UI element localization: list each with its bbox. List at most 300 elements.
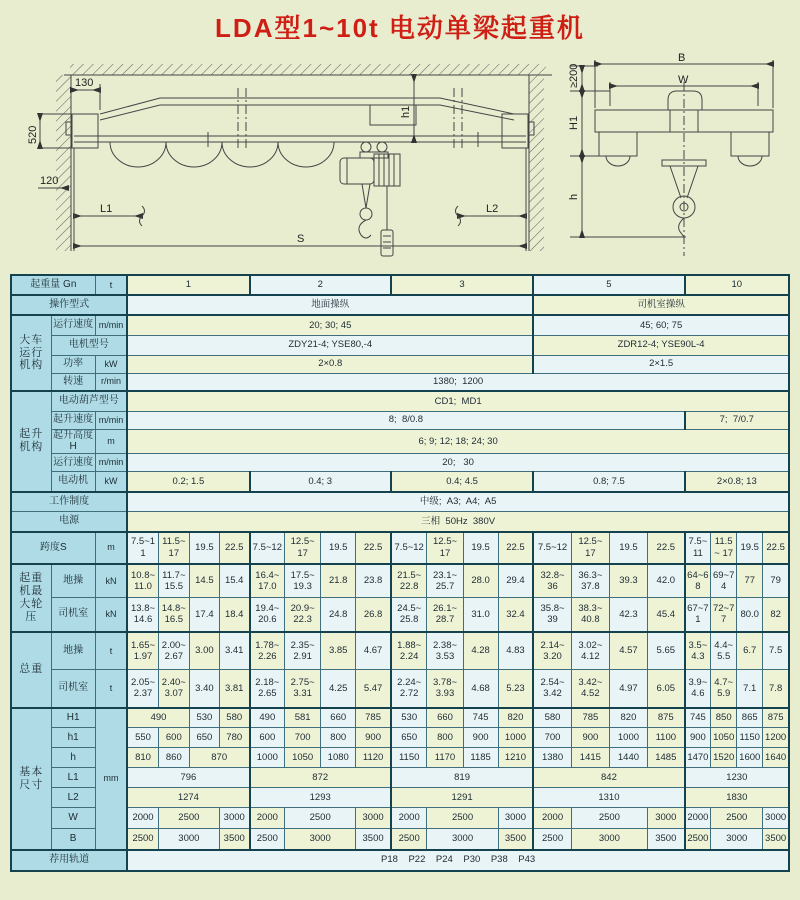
data-cell: 39.3 [609, 564, 647, 598]
data-cell: 77 [737, 564, 763, 598]
data-cell: 4.68 [463, 670, 498, 708]
label-cell: 运行速度 [51, 315, 95, 335]
data-cell: 15.4 [219, 564, 249, 598]
wheel-box-right [731, 132, 769, 156]
data-cell: 700 [533, 728, 571, 748]
data-cell: CD1; MD1 [127, 391, 789, 411]
data-cell: 3.81 [219, 670, 249, 708]
data-cell: 1380 [533, 748, 571, 768]
data-cell: 22.5 [763, 532, 789, 564]
data-cell: 1.65~ 1.97 [127, 632, 158, 670]
data-cell: 900 [463, 728, 498, 748]
spec-table [10, 274, 790, 872]
data-cell: 79 [763, 564, 789, 598]
data-cell: 7; 7/0.7 [685, 411, 789, 429]
data-cell: 870 [189, 748, 249, 768]
data-cell: 2500 [391, 829, 427, 850]
data-cell: 6.7 [737, 632, 763, 670]
data-cell: 865 [737, 708, 763, 728]
label-cell: 工作制度 [11, 492, 127, 512]
wheel-box-left [599, 132, 637, 156]
dim-130-label: 130 [75, 77, 94, 89]
data-cell: 4.97 [609, 670, 647, 708]
data-cell: 3 [391, 275, 533, 295]
label-cell: L1 [51, 768, 95, 788]
label-cell: 电动葫芦型号 [51, 391, 127, 411]
data-cell: 12.5~ 17 [571, 532, 609, 564]
data-cell: 7.5~12 [250, 532, 285, 564]
label-cell: 转速 [51, 373, 95, 391]
data-cell: 875 [763, 708, 789, 728]
label-cell: m/min [95, 411, 127, 429]
data-cell: 875 [647, 708, 684, 728]
data-cell: 842 [533, 768, 684, 788]
data-cell: 1185 [463, 748, 498, 768]
data-cell: 1000 [498, 728, 533, 748]
label-cell: 地操 [51, 564, 95, 598]
data-cell: 530 [189, 708, 219, 728]
group-label-cell: 大车运行机构 [11, 315, 51, 391]
data-cell: 4.83 [498, 632, 533, 670]
data-cell: 1485 [647, 748, 684, 768]
data-cell: 860 [158, 748, 189, 768]
dim-200-label: ≥200 [568, 63, 580, 88]
data-cell: 11.7~ 15.5 [158, 564, 189, 598]
data-cell: 1293 [250, 788, 391, 808]
data-cell: 2 [250, 275, 391, 295]
data-cell: 785 [571, 708, 609, 728]
data-cell: 660 [427, 708, 463, 728]
data-cell: 900 [685, 728, 711, 748]
data-cell: 38.3~ 40.8 [571, 598, 609, 632]
data-cell: 1000 [609, 728, 647, 748]
dim-520-label: 520 [27, 125, 39, 144]
label-cell: 电机型号 [51, 335, 127, 355]
data-cell: 3.78~ 3.93 [427, 670, 463, 708]
data-cell: 29.4 [498, 564, 533, 598]
label-cell: 功率 [51, 355, 95, 373]
data-cell: 3500 [647, 829, 684, 850]
data-cell: 69~74 [711, 564, 737, 598]
data-cell: P18 P22 P24 P30 P38 P43 [127, 850, 789, 871]
data-cell: 28.0 [463, 564, 498, 598]
data-cell: 19.5 [609, 532, 647, 564]
data-cell: 650 [391, 728, 427, 748]
data-cell: 19.5 [463, 532, 498, 564]
data-cell: 2500 [427, 808, 498, 829]
data-cell: 2500 [250, 829, 285, 850]
label-cell: kW [95, 472, 127, 492]
data-cell: 35.8~ 39 [533, 598, 571, 632]
data-cell: 1210 [498, 748, 533, 768]
data-cell: 900 [571, 728, 609, 748]
label-cell: 电源 [11, 512, 127, 532]
data-cell: 1200 [763, 728, 789, 748]
data-cell: 2.35~ 2.91 [285, 632, 321, 670]
data-cell: 580 [533, 708, 571, 728]
data-cell: 7.5 [763, 632, 789, 670]
data-cell: 0.2; 1.5 [127, 472, 249, 492]
festoon-cables [110, 142, 334, 167]
data-cell: 21.5~ 22.8 [391, 564, 427, 598]
data-cell: 4.57 [609, 632, 647, 670]
data-cell: 3.41 [219, 632, 249, 670]
data-cell: 3.02~ 4.12 [571, 632, 609, 670]
data-cell: 13.8~ 14.6 [127, 598, 158, 632]
data-cell: 2000 [533, 808, 571, 829]
label-cell: 地操 [51, 632, 95, 670]
right-wall-hatch [529, 75, 544, 251]
data-cell: 1830 [685, 788, 789, 808]
data-cell: 820 [498, 708, 533, 728]
data-cell: 18.4 [219, 598, 249, 632]
data-cell: 1150 [737, 728, 763, 748]
data-cell: 3000 [356, 808, 391, 829]
data-cell: 2.18~ 2.65 [250, 670, 285, 708]
data-cell: 司机室操纵 [533, 295, 789, 315]
dim-s-label: S [297, 233, 305, 245]
data-cell: 7.5~12 [391, 532, 427, 564]
data-cell: 1150 [391, 748, 427, 768]
pendant-control [381, 230, 393, 256]
crane-drawing [10, 48, 790, 274]
label-cell: mm [95, 708, 127, 850]
data-cell: 22.5 [647, 532, 684, 564]
data-cell: 530 [391, 708, 427, 728]
crane-side-view [568, 52, 773, 256]
label-cell: 起重量 Gn [11, 275, 95, 295]
data-cell: 3500 [356, 829, 391, 850]
data-cell: 中级; A3; A4; A5 [127, 492, 789, 512]
data-cell: 3.9~ 4.6 [685, 670, 711, 708]
data-cell: 1050 [285, 748, 321, 768]
data-cell: 872 [250, 768, 391, 788]
label-cell: 电动机 [51, 472, 95, 492]
data-cell: 3000 [427, 829, 498, 850]
data-cell: 3000 [711, 829, 763, 850]
label-cell: 跨度S [11, 532, 95, 564]
data-cell: 7.5~11 [127, 532, 158, 564]
data-cell: 796 [127, 768, 249, 788]
data-cell: 11.5~ 17 [711, 532, 737, 564]
data-cell: 5 [533, 275, 684, 295]
data-cell: 3000 [285, 829, 356, 850]
data-cell: 2.05~ 2.37 [127, 670, 158, 708]
end-truck-left [72, 114, 98, 148]
data-cell: 2.54~ 3.42 [533, 670, 571, 708]
data-cell: 82 [763, 598, 789, 632]
data-cell: 820 [609, 708, 647, 728]
label-cell: t [95, 632, 127, 670]
data-cell: 4.28 [463, 632, 498, 670]
data-cell: 20; 30 [127, 454, 789, 472]
data-cell: 1380; 1200 [127, 373, 789, 391]
data-cell: 650 [189, 728, 219, 748]
data-cell: 2500 [285, 808, 356, 829]
label-cell: 操作型式 [11, 295, 127, 315]
data-cell: 6.05 [647, 670, 684, 708]
section-lines [238, 88, 462, 150]
data-cell: 785 [356, 708, 391, 728]
data-cell: 36.3~ 37.8 [571, 564, 609, 598]
data-cell: 3000 [571, 829, 647, 850]
data-cell: 1520 [711, 748, 737, 768]
data-cell: 7.5~12 [533, 532, 571, 564]
data-cell: 3.5~ 4.3 [685, 632, 711, 670]
data-cell: 26.1~ 28.7 [427, 598, 463, 632]
data-cell: 42.0 [647, 564, 684, 598]
data-cell: 5.23 [498, 670, 533, 708]
girder-top-chord [100, 98, 514, 114]
data-cell: 3500 [763, 829, 789, 850]
data-cell: 745 [685, 708, 711, 728]
label-cell: m/min [95, 315, 127, 335]
dim-l1-label: L1 [100, 203, 113, 215]
data-cell: 3000 [763, 808, 789, 829]
data-cell: 32.4 [498, 598, 533, 632]
label-cell: W [51, 808, 95, 829]
data-cell: 3.42~ 4.52 [571, 670, 609, 708]
data-cell: 600 [158, 728, 189, 748]
crane-front-view [27, 64, 552, 256]
data-cell: 2×0.8; 13 [685, 472, 789, 492]
dim-H1-label: H1 [568, 115, 580, 130]
data-cell: ZDR12-4; YSE90L-4 [533, 335, 789, 355]
data-cell: 900 [356, 728, 391, 748]
data-cell: 1170 [427, 748, 463, 768]
data-cell: 1.88~ 2.24 [391, 632, 427, 670]
data-cell: 22.5 [498, 532, 533, 564]
data-cell: 2.38~ 3.53 [427, 632, 463, 670]
label-cell: B [51, 829, 95, 850]
data-cell: 2×0.8 [127, 355, 533, 373]
label-cell: kW [95, 355, 127, 373]
data-cell: 800 [321, 728, 356, 748]
data-cell: 580 [219, 708, 249, 728]
label-cell: L2 [51, 788, 95, 808]
data-cell: 4.67 [356, 632, 391, 670]
data-cell: 三相 50Hz 380V [127, 512, 789, 532]
data-cell: 1415 [571, 748, 609, 768]
data-cell: 1470 [685, 748, 711, 768]
dim-120-label: 120 [40, 175, 59, 187]
data-cell: 19.5 [321, 532, 356, 564]
data-cell: 550 [127, 728, 158, 748]
data-cell: 11.5~ 17 [158, 532, 189, 564]
label-cell: 起升高度H [51, 429, 95, 454]
data-cell: 600 [250, 728, 285, 748]
data-cell: 7.5~11 [685, 532, 711, 564]
data-cell: 23.1~ 25.7 [427, 564, 463, 598]
data-cell: 581 [285, 708, 321, 728]
dim-h1-label: h1 [400, 105, 412, 118]
spec-table-body [11, 275, 789, 871]
data-cell: 850 [711, 708, 737, 728]
dim-w-label: W [678, 74, 689, 86]
data-cell: 2.00~ 2.67 [158, 632, 189, 670]
data-cell: 26.8 [356, 598, 391, 632]
data-cell: 10.8~ 11.0 [127, 564, 158, 598]
group-label-cell: 起升机构 [11, 391, 51, 492]
label-cell: kN [95, 564, 127, 598]
data-cell: 21.8 [321, 564, 356, 598]
data-cell: 22.5 [356, 532, 391, 564]
data-cell: 45.4 [647, 598, 684, 632]
data-cell: 2.24~ 2.72 [391, 670, 427, 708]
data-cell: 17.5~ 19.3 [285, 564, 321, 598]
data-cell: 2000 [685, 808, 711, 829]
dim-b-label: B [678, 52, 686, 64]
data-cell: 490 [250, 708, 285, 728]
data-cell: 22.5 [219, 532, 249, 564]
data-cell: 17.4 [189, 598, 219, 632]
label-cell: t [95, 275, 127, 295]
data-cell: 2000 [391, 808, 427, 829]
data-cell: ZDY21-4; YSE80,-4 [127, 335, 533, 355]
data-cell: 3.40 [189, 670, 219, 708]
label-cell: h [51, 748, 95, 768]
data-cell: 72~77 [711, 598, 737, 632]
data-cell: 3000 [158, 829, 219, 850]
data-cell: 3.00 [189, 632, 219, 670]
data-cell: 1230 [685, 768, 789, 788]
data-cell: 700 [285, 728, 321, 748]
data-cell: 0.4; 3 [250, 472, 391, 492]
data-cell: 1274 [127, 788, 249, 808]
dim-l2-label: L2 [486, 203, 499, 215]
data-cell: 20.9~ 22.3 [285, 598, 321, 632]
data-cell: 0.8; 7.5 [533, 472, 684, 492]
data-cell: 2.14~ 3.20 [533, 632, 571, 670]
data-cell: 10 [685, 275, 789, 295]
label-cell: m [95, 429, 127, 454]
data-cell: 2000 [250, 808, 285, 829]
data-cell: 780 [219, 728, 249, 748]
label-cell: 起升速度 [51, 411, 95, 429]
data-cell: 4.4~ 5.5 [711, 632, 737, 670]
data-cell: 5.65 [647, 632, 684, 670]
data-cell: 1600 [737, 748, 763, 768]
data-cell: 12.5~ 17 [285, 532, 321, 564]
data-cell: 20; 30; 45 [127, 315, 533, 335]
label-cell: H1 [51, 708, 95, 728]
data-cell: 1050 [711, 728, 737, 748]
hook-block [360, 208, 372, 220]
data-cell: 2500 [158, 808, 219, 829]
left-wall-hatch [56, 75, 71, 251]
label-cell: kN [95, 598, 127, 632]
data-cell: 2000 [127, 808, 158, 829]
data-cell: 2500 [533, 829, 571, 850]
label-cell: 司机室 [51, 670, 95, 708]
data-cell: 32.8~ 36 [533, 564, 571, 598]
label-cell: 荐用轨道 [11, 850, 127, 871]
data-cell: 2.75~ 3.31 [285, 670, 321, 708]
data-cell: 24.5~ 25.8 [391, 598, 427, 632]
data-cell: 14.8~ 16.5 [158, 598, 189, 632]
data-cell: 19.4~ 20.6 [250, 598, 285, 632]
data-cell: 819 [391, 768, 533, 788]
label-cell: h1 [51, 728, 95, 748]
label-cell: 司机室 [51, 598, 95, 632]
group-label-cell: 总重 [11, 632, 51, 708]
data-cell: 64~68 [685, 564, 711, 598]
data-cell: 0.4; 4.5 [391, 472, 533, 492]
data-cell: 42.3 [609, 598, 647, 632]
data-cell: 3500 [219, 829, 249, 850]
label-cell: m [95, 532, 127, 564]
label-cell: m/min [95, 454, 127, 472]
data-cell: 2500 [571, 808, 647, 829]
data-cell: 1440 [609, 748, 647, 768]
data-cell: 2500 [711, 808, 763, 829]
data-cell: 1 [127, 275, 249, 295]
front-dimensions [27, 75, 526, 251]
data-cell: 7.1 [737, 670, 763, 708]
data-cell: 16.4~ 17.0 [250, 564, 285, 598]
data-cell: 67~71 [685, 598, 711, 632]
label-cell: 运行速度 [51, 454, 95, 472]
ceiling-hatch [70, 64, 546, 75]
data-cell: 1.78~ 2.26 [250, 632, 285, 670]
data-cell: 2500 [685, 829, 711, 850]
data-cell: 4.7~ 5.9 [711, 670, 737, 708]
data-cell: 12.5~ 17 [427, 532, 463, 564]
data-cell: 3000 [647, 808, 684, 829]
data-cell: 3.85 [321, 632, 356, 670]
data-cell: 1000 [250, 748, 285, 768]
data-cell: 3500 [498, 829, 533, 850]
page-title: LDA型1~10t 电动单梁起重机 [215, 13, 585, 43]
data-cell: 19.5 [737, 532, 763, 564]
data-cell: 19.5 [189, 532, 219, 564]
data-cell: 3000 [219, 808, 249, 829]
data-cell: 490 [127, 708, 189, 728]
data-cell: 31.0 [463, 598, 498, 632]
data-cell: 800 [427, 728, 463, 748]
end-truck-right [502, 114, 528, 148]
data-cell: 2×1.5 [533, 355, 789, 373]
data-cell: 745 [463, 708, 498, 728]
data-cell: 6; 9; 12; 18; 24; 30 [127, 429, 789, 454]
data-cell: 1291 [391, 788, 533, 808]
data-cell: 1100 [647, 728, 684, 748]
data-cell: 14.5 [189, 564, 219, 598]
data-cell: 24.8 [321, 598, 356, 632]
data-cell: 660 [321, 708, 356, 728]
group-label-cell: 基本尺寸 [11, 708, 51, 850]
data-cell: 3000 [498, 808, 533, 829]
dim-h-label: h [568, 193, 580, 200]
group-label-cell: 起重机最大轮压 [11, 564, 51, 632]
trolley-hump [668, 91, 702, 110]
data-cell: 1640 [763, 748, 789, 768]
data-cell: 45; 60; 75 [533, 315, 789, 335]
data-cell: 23.8 [356, 564, 391, 598]
data-cell: 8; 8/0.8 [127, 411, 684, 429]
data-cell: 4.25 [321, 670, 356, 708]
data-cell: 80.0 [737, 598, 763, 632]
data-cell: 810 [127, 748, 158, 768]
data-cell: 地面操纵 [127, 295, 533, 315]
data-cell: 1080 [321, 748, 356, 768]
hook-icon [359, 220, 371, 238]
label-cell: r/min [95, 373, 127, 391]
data-cell: 7.8 [763, 670, 789, 708]
data-cell: 5.47 [356, 670, 391, 708]
data-cell: 2500 [127, 829, 158, 850]
label-cell: t [95, 670, 127, 708]
